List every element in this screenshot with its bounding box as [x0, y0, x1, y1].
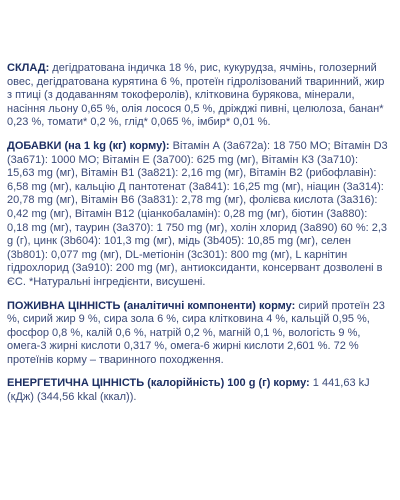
additives-text: Вітамін А (3а672а): 18 750 МО; Вітамін D3 (3а671): 1000 МО; Вітамін Е (3а700): 625 mg (мг), Вітамін К3 (3а710): 15,63 mg (мг), Вітамін В1 (3а821): 2,16 mg (мг), Вітамін В2 (рибофлавін): 6,58 mg (мг), кальцію Д пантотенат (3а841): 16,25 mg (мг), ніацин (3а314): 20,78 mg (мг), Вітамін В6 (3а831): 2,78 mg (мг), фолієва кислота (3а316): 0,42 mg (мг), Вітамін В12 (ціанкобаламін): 0,28 mg (мг), біотин (3а880): 0,18 mg (мг), таурин (3а370): 1 750 mg (мг), холін хлорид (3а890) 60 %: 2,3 g (г), цинк (3b604): 101,3 mg (мг), мідь (3b405): 10,85 mg (мг), селен (3b801): 0,077 mg (мг), DL-метіонін (3c301): 800 mg (мг), L карнітин гідрохлорид (3а910): 200 mg (мг), антиоксиданти, консервант дозволені в ЄС. *Натуральні інгредієнти, висушені. [7, 139, 388, 288]
nutrition-text: сирий протеїн 23 %, сирий жир 9 %, сира зола 6 %, сира клітковина 4 %, кальцій 0,95 %, фосфор 0,8 %, калій 0,6 %, натрій 0,2 %, магній 0,1 %, вологість 9 %, омега-3 жирні кислоти 0,317 %, омега-6 жирні кислоти 2,601 %. 72 % протеїнів корму – тваринного походження. [7, 299, 385, 366]
energy-heading: ЕНЕРГЕТИЧНА ЦІННІСТЬ (калорійність) 100 g (г) корму: [7, 377, 310, 390]
additives-section [7, 140, 388, 290]
composition-heading: СКЛАД: [7, 62, 50, 74]
composition-section [7, 62, 388, 130]
nutrition-heading: ПОЖИВНА ЦІННІСТЬ (аналітичні компоненти) корму: [7, 299, 296, 312]
nutrition-section [7, 300, 388, 368]
additives-heading: ДОБАВКИ (на 1 kg (кг) корму): [7, 139, 170, 152]
energy-section [7, 377, 388, 404]
energy-text: 1 441,63 kJ (кДж) (344,56 kkal (ккал)). [7, 377, 370, 404]
composition-text: дегідратована індичка 18 %, рис, кукурудза, ячмінь, голозерний овес, дегідратована курятина 6 %, протеїн гідролізований тваринний, жир з птиці (з додаванням токоферолів), клітковина бурякова, мінерали, насіння льону 0,65 %, олія лосося 0,5 %, дріжджі пивні, целюлоза, банан* 0,23 %, томати* 0,2 %, глід* 0,065 %, імбир* 0,01 %. [7, 62, 385, 129]
